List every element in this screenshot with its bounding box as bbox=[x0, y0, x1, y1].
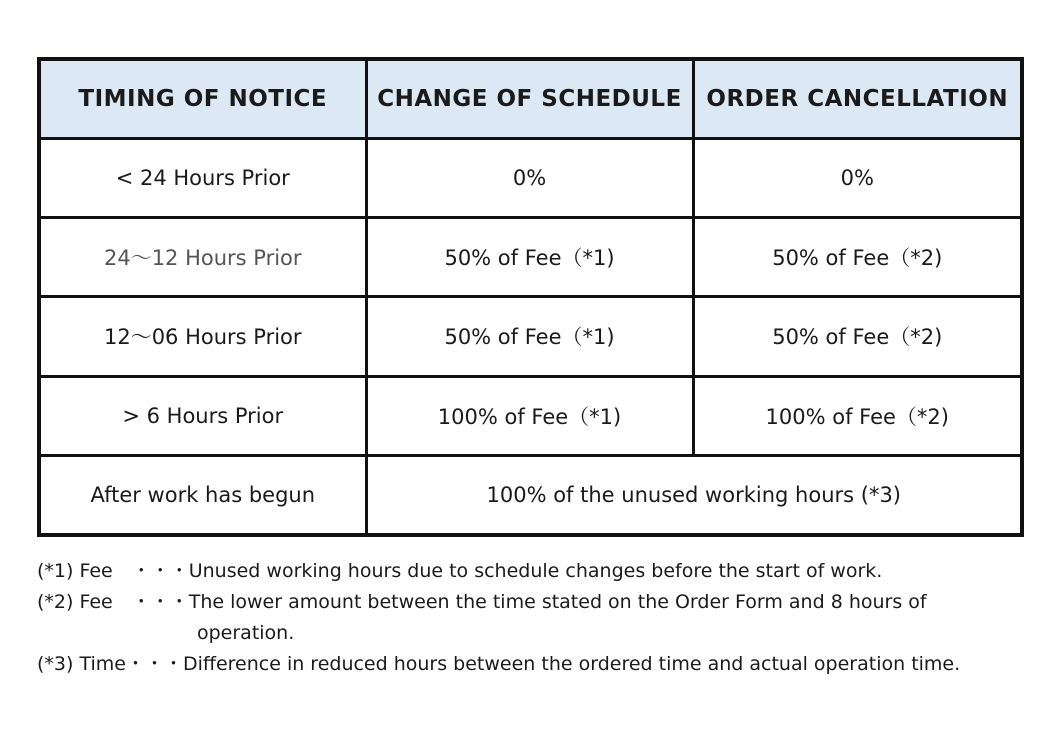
cancellation-cell: 50% of Fee（*2) bbox=[693, 297, 1022, 376]
table-row bbox=[39, 297, 1022, 376]
timing-cell: 12～06 Hours Prior bbox=[39, 297, 366, 376]
header-timing-of-notice: TIMING OF NOTICE bbox=[39, 59, 366, 139]
header-order-cancellation: ORDER CANCELLATION bbox=[693, 59, 1022, 139]
table-row bbox=[39, 139, 1022, 218]
timing-cell: After work has begun bbox=[39, 455, 366, 535]
schedule-change-cell: 0% bbox=[366, 139, 693, 218]
merged-charge-cell: 100% of the unused working hours (*3) bbox=[366, 455, 1022, 535]
footnote-2-continuation: operation. bbox=[197, 622, 295, 644]
table-row bbox=[39, 376, 1022, 455]
footnote-2: (*2) Fee ・・・The lower amount between the time stated on the Order Form and 8 hours of bbox=[37, 591, 927, 613]
table-header-row bbox=[39, 59, 1022, 139]
timing-cell: 24～12 Hours Prior bbox=[39, 218, 366, 297]
schedule-change-cell: 100% of Fee（*1) bbox=[366, 376, 693, 455]
footnote-1: (*1) Fee ・・・Unused working hours due to schedule changes before the start of work. bbox=[37, 560, 883, 582]
table-row-after-work-begun bbox=[39, 455, 1022, 535]
header-change-of-schedule: CHANGE OF SCHEDULE bbox=[366, 59, 693, 139]
table-row bbox=[39, 218, 1022, 297]
cancellation-cell: 0% bbox=[693, 139, 1022, 218]
footnotes bbox=[37, 556, 1037, 680]
schedule-change-cell: 50% of Fee（*1) bbox=[366, 218, 693, 297]
timing-cell: > 6 Hours Prior bbox=[39, 376, 366, 455]
cancellation-cell: 100% of Fee（*2) bbox=[693, 376, 1022, 455]
cancellation-cell: 50% of Fee（*2) bbox=[693, 218, 1022, 297]
schedule-change-cell: 50% of Fee（*1) bbox=[366, 297, 693, 376]
cancellation-fee-table bbox=[37, 57, 1024, 537]
timing-cell: < 24 Hours Prior bbox=[39, 139, 366, 218]
footnote-3: (*3) Time・・・Difference in reduced hours between the ordered time and actual operation time. bbox=[37, 653, 961, 675]
